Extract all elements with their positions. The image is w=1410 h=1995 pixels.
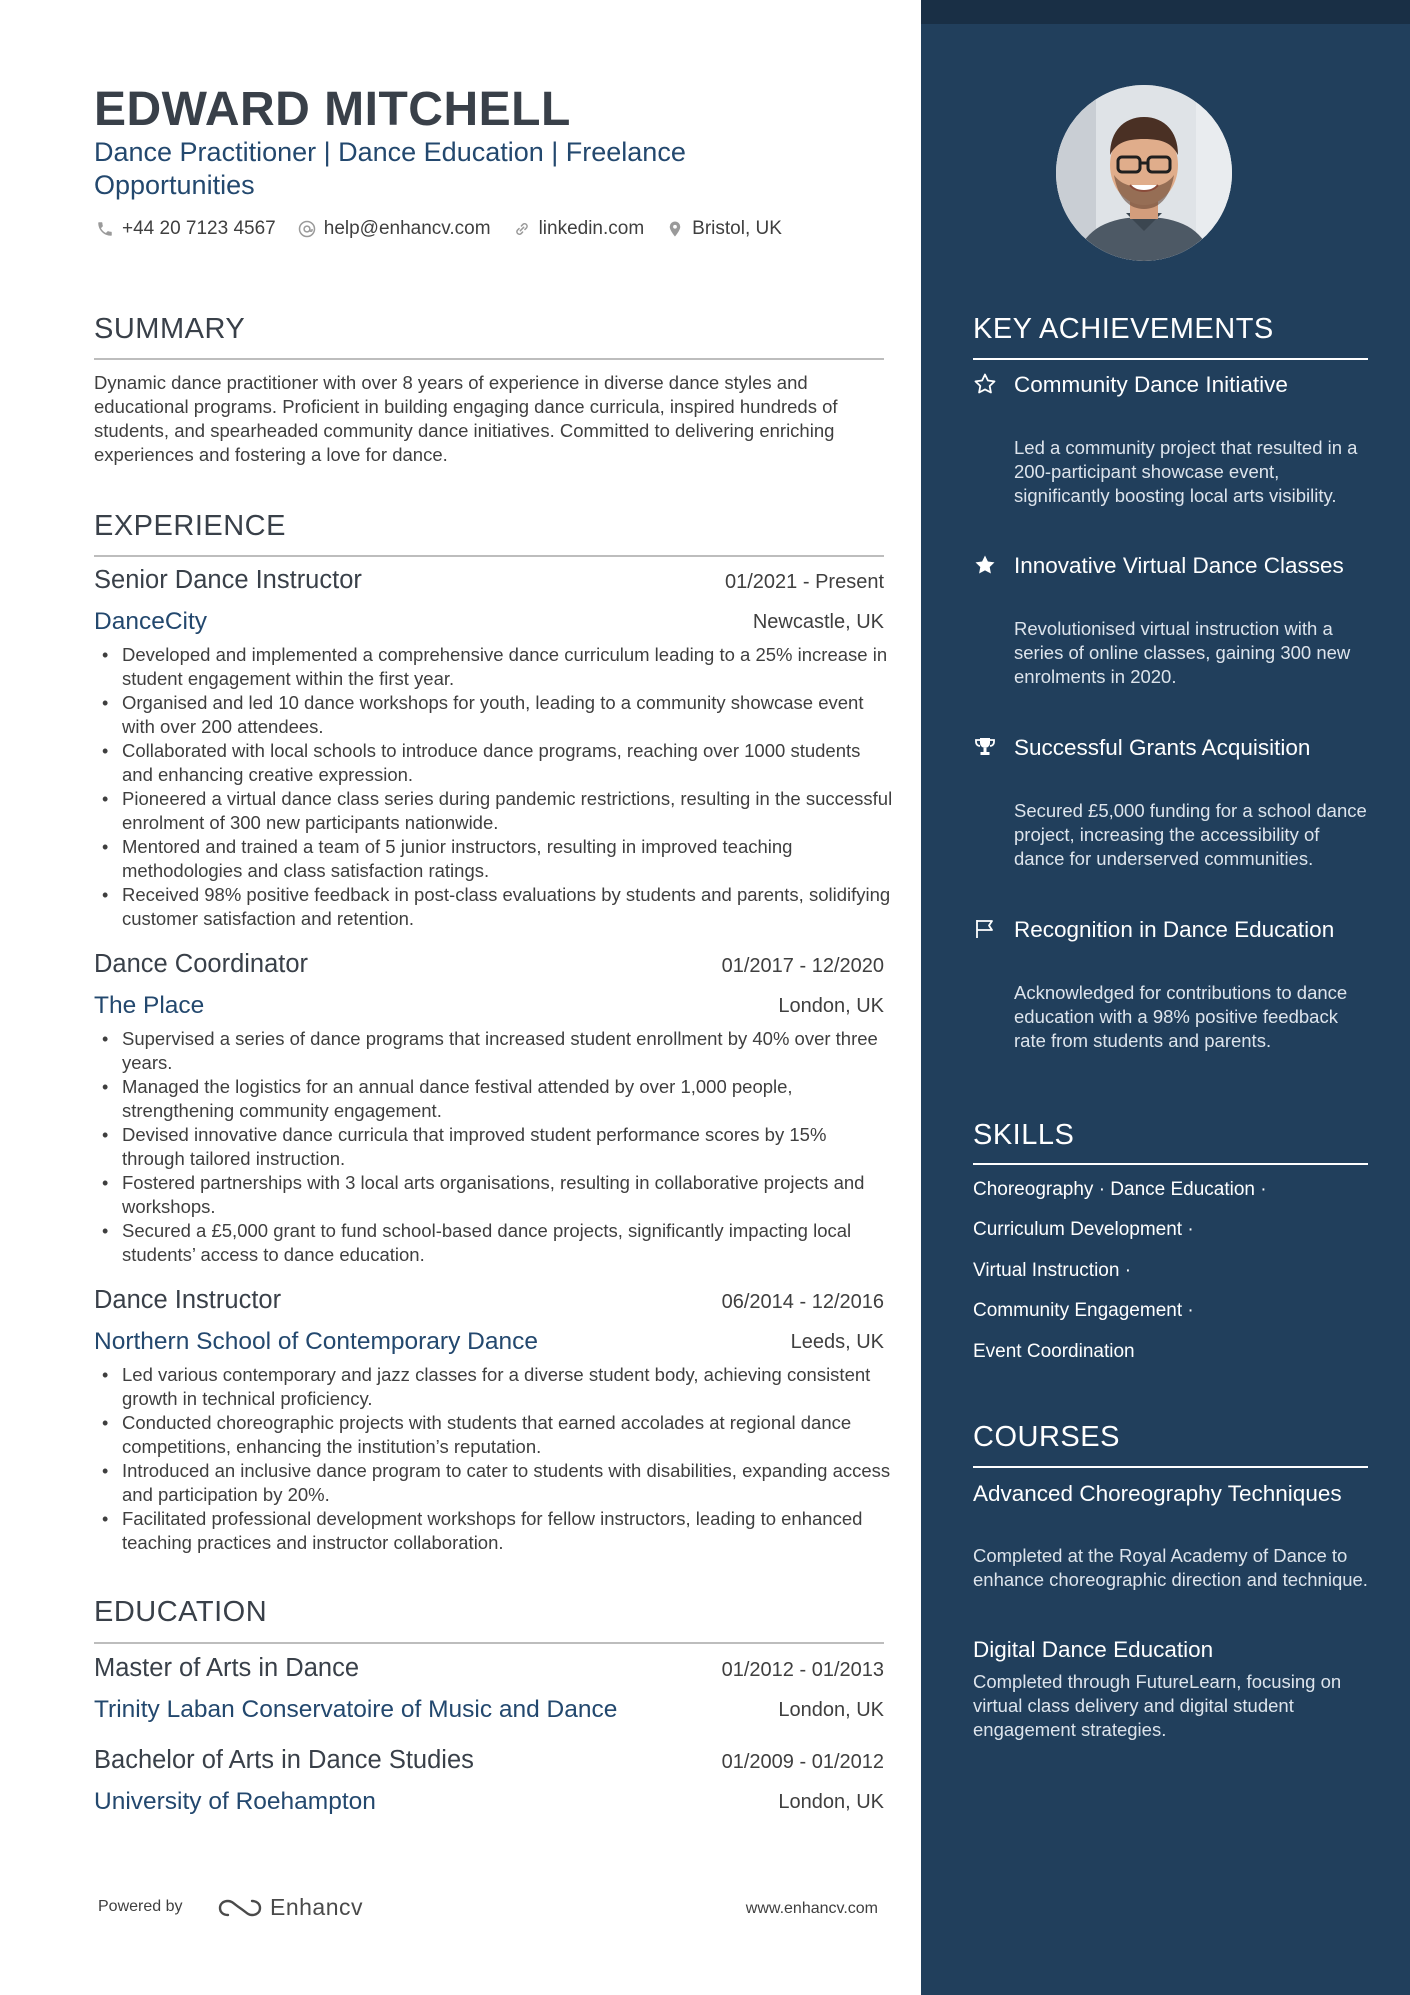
course-title: Digital Dance Education xyxy=(973,1637,1214,1662)
at-icon xyxy=(296,218,318,240)
sidebar xyxy=(921,0,1410,1995)
achievement-desc: Secured £5,000 funding for a school dance project, increasing the accessibility of dance for underserved communities. xyxy=(1014,800,1367,869)
phone-icon xyxy=(94,218,116,240)
skill-line: Event Coordination xyxy=(973,1341,1135,1362)
trophy-icon xyxy=(973,735,999,761)
job-bullet: • Developed and implemented a comprehensive dance curriculum leading to a 25% increase in student engagement within the first year. xyxy=(94,643,894,691)
education-divider xyxy=(94,1642,884,1644)
course-desc: Completed through FutureLearn, focusing on virtual class delivery and digital student engagement strategies. xyxy=(973,1671,1342,1740)
job-title: Dance Coordinator xyxy=(94,950,309,978)
degree-dates: 01/2009 - 01/2012 xyxy=(721,1751,884,1773)
job-bullet: • Pioneered a virtual dance class series during pandemic restrictions, resulting in the successful enrolment of 300 new participants nationwide. xyxy=(94,787,894,835)
job-title: Dance Instructor xyxy=(94,1286,282,1314)
skill-line: Choreography · Dance Education · xyxy=(973,1179,1267,1200)
skills-heading: SKILLS xyxy=(973,1119,1075,1151)
summary-heading: SUMMARY xyxy=(94,313,246,345)
job-company: DanceCity xyxy=(94,608,208,635)
flag-icon xyxy=(973,917,999,943)
contact-linkedin-text: linkedin.com xyxy=(538,218,645,239)
job-bullet: • Conducted choreographic projects with students that earned accolades at regional dance competitions, enhancing the institution’s reputation. xyxy=(94,1411,894,1459)
skill-line: Community Engagement · xyxy=(973,1300,1194,1321)
job-bullets xyxy=(94,1363,894,1555)
location-icon xyxy=(664,218,686,240)
achievement-title: Successful Grants Acquisition xyxy=(1014,735,1311,760)
degree-dates: 01/2012 - 01/2013 xyxy=(721,1659,884,1681)
job-bullet: • Supervised a series of dance programs that increased student enrollment by 40% over three years. xyxy=(94,1027,894,1075)
contact-bar xyxy=(94,218,802,240)
job-bullet: • Introduced an inclusive dance program to cater to students with disabilities, expanding access and participation by 20%. xyxy=(94,1459,894,1507)
achievement-desc: Revolutionised virtual instruction with a series of online classes, gaining 300 new enrolments in 2020. xyxy=(1014,618,1351,687)
footer-url[interactable]: www.enhancv.com xyxy=(745,1900,878,1917)
star-filled-icon xyxy=(973,553,999,579)
enhancv-logo[interactable] xyxy=(216,1894,363,1921)
job-company: The Place xyxy=(94,992,205,1019)
education-heading: EDUCATION xyxy=(94,1596,268,1628)
powered-by-label: Powered by xyxy=(98,1898,183,1915)
contact-email[interactable] xyxy=(296,218,491,240)
contact-phone[interactable] xyxy=(94,218,276,240)
experience-heading: EXPERIENCE xyxy=(94,510,286,542)
school-name: Trinity Laban Conservatoire of Music and Dance xyxy=(94,1696,618,1723)
course-title: Advanced Choreography Techniques xyxy=(973,1481,1342,1506)
candidate-headline: Dance Practitioner | Dance Education | Freelance Opportunities xyxy=(94,137,686,200)
job-bullet: • Fostered partnerships with 3 local arts organisations, resulting in collaborative projects and workshops. xyxy=(94,1171,894,1219)
job-bullet: • Organised and led 10 dance workshops for youth, leading to a community showcase event with over 200 attendees. xyxy=(94,691,894,739)
job-dates: 01/2017 - 12/2020 xyxy=(721,955,884,977)
courses-heading: COURSES xyxy=(973,1421,1120,1453)
job-bullet: • Mentored and trained a team of 5 junior instructors, resulting in improved teaching methodologies and class satisfaction ratings. xyxy=(94,835,894,883)
job-bullet: • Received 98% positive feedback in post-class evaluations by students and parents, solidifying customer satisfaction and retention. xyxy=(94,883,894,931)
job-location: London, UK xyxy=(778,995,884,1017)
achievement-title: Community Dance Initiative xyxy=(1014,372,1288,397)
school-location: London, UK xyxy=(778,1791,884,1813)
job-bullets xyxy=(94,1027,894,1267)
school-location: London, UK xyxy=(778,1699,884,1721)
job-location: Leeds, UK xyxy=(790,1331,884,1353)
enhancv-logo-text: Enhancv xyxy=(270,1894,364,1920)
contact-location xyxy=(664,218,782,240)
achievements-divider xyxy=(973,358,1368,360)
summary-divider xyxy=(94,358,884,360)
sidebar-top-band xyxy=(921,0,1410,24)
achievement-title: Innovative Virtual Dance Classes xyxy=(1014,553,1344,578)
profile-photo xyxy=(1056,85,1232,261)
experience-divider xyxy=(94,555,884,557)
achievements-heading: KEY ACHIEVEMENTS xyxy=(973,313,1274,345)
star-outline-icon xyxy=(973,372,999,398)
summary-text: Dynamic dance practitioner with over 8 years of experience in diverse dance styles and educational programs. Proficient in building engaging dance curricula, inspired hundreds of students, and spearheaded community dance initiatives. Committed to delivering enriching experiences and fostering a love for dance. xyxy=(94,372,838,465)
enhancv-logo-icon xyxy=(216,1895,264,1921)
job-bullet: • Devised innovative dance curricula that improved student performance scores by 15% through tailored instruction. xyxy=(94,1123,894,1171)
job-bullet: • Managed the logistics for an annual dance festival attended by over 1,000 people, strengthening community engagement. xyxy=(94,1075,894,1123)
skill-line: Curriculum Development · xyxy=(973,1219,1194,1240)
achievement-title: Recognition in Dance Education xyxy=(1014,917,1335,942)
job-title: Senior Dance Instructor xyxy=(94,566,362,594)
job-bullet: • Facilitated professional development workshops for fellow instructors, leading to enhanced teaching practices and instructor collaboration. xyxy=(94,1507,894,1555)
achievement-desc: Acknowledged for contributions to dance education with a 98% positive feedback rate from students and parents. xyxy=(1014,982,1348,1051)
contact-location-text: Bristol, UK xyxy=(692,218,782,239)
job-bullet: • Secured a £5,000 grant to fund school-based dance projects, significantly impacting local students’ access to dance education. xyxy=(94,1219,894,1267)
course-desc: Completed at the Royal Academy of Dance to enhance choreographic direction and technique. xyxy=(973,1545,1368,1590)
job-dates: 01/2021 - Present xyxy=(725,571,884,593)
link-icon xyxy=(511,218,533,240)
contact-email-text: help@enhancv.com xyxy=(323,218,491,239)
contact-linkedin[interactable] xyxy=(511,218,645,240)
job-bullet: • Collaborated with local schools to introduce dance programs, reaching over 1000 students and enhancing creative expression. xyxy=(94,739,894,787)
degree-title: Master of Arts in Dance xyxy=(94,1654,360,1682)
job-dates: 06/2014 - 12/2016 xyxy=(721,1291,884,1313)
skills-divider xyxy=(973,1163,1368,1165)
job-bullets xyxy=(94,643,894,931)
achievement-desc: Led a community project that resulted in a 200-participant showcase event, significantly boosting local arts visibility. xyxy=(1014,437,1358,506)
skill-line: Virtual Instruction · xyxy=(973,1260,1132,1281)
job-location: Newcastle, UK xyxy=(752,611,884,633)
degree-title: Bachelor of Arts in Dance Studies xyxy=(94,1746,474,1774)
courses-divider xyxy=(973,1466,1368,1468)
job-bullet: • Led various contemporary and jazz classes for a diverse student body, achieving consistent growth in technical proficiency. xyxy=(94,1363,894,1411)
candidate-name: EDWARD MITCHELL xyxy=(94,83,571,136)
job-company: Northern School of Contemporary Dance xyxy=(94,1328,538,1355)
school-name: University of Roehampton xyxy=(94,1788,376,1815)
contact-phone-text: +44 20 7123 4567 xyxy=(122,218,276,239)
